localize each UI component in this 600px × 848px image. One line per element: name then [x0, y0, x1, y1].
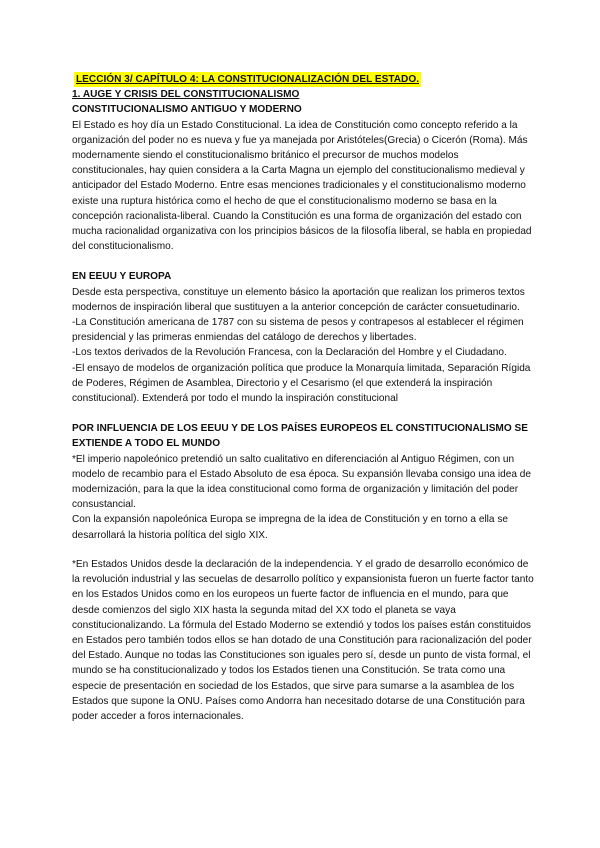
paragraph-expansion-napoleonica: Con la expansión napoleónica Europa se impregna de la idea de Constitución y en torno a ella se desarrollará la historia política del siglo XIX. [72, 514, 509, 541]
section-heading-auge-crisis: 1. AUGE Y CRISIS DEL CONSTITUCIONALISMO [72, 89, 300, 101]
section-heading-eeuu-europa: EN EEUU Y EUROPA [72, 271, 172, 283]
list-item-constitucion-americana: -La Constitución americana de 1787 con su sistema de pesos y contrapesos al establecer el régimen presidencial y las primeras enmiendas del catálogo de derechos y libertades. [72, 317, 524, 344]
spacer [72, 254, 534, 269]
section-heading-influencia: POR INFLUENCIA DE LOS EEUU Y DE LOS PAÍSES EUROPEOS EL CONSTITUCIONALISMO SE EXTIENDE A TODO EL MUNDO [72, 423, 528, 450]
paragraph-estado-constitucional: El Estado es hoy día un Estado Constitucional. La idea de Constitución como concepto referido a la organización del poder no es nueva y fue ya manejada por Aristóteles(Grecia) o Cicerón (Roma). Más modernamente siendo el constitucionalismo británico el precursor de muchos modelos constitucionales, hay quien considera a la Carta Magna un ejemplo del constitucionalismo medieval y anticipador del Estado Moderno. Entre esas menciones tradicionales y el constitucionalismo moderno existe una ruptura histórica como el hecho de que el constitucionalismo moderno se basa en la concepción racionalista-liberal. Cuando la Constitución es una forma de organización del estado con mucha racionalidad organizativa con los principios básicos de la filosofía liberal, se habla en propiedad del constitucionalismo. [72, 119, 532, 253]
paragraph-estados-unidos: *En Estados Unidos desde la declaración de la independencia. Y el grado de desarrollo económico de la revolución industrial y las secuelas de desarrollo político y expansionista fueron un fuerte factor tanto en los Estados Unidos como en los europeos un fuerte factor de influencia en el mundo, para que desde comienzos del siglo XIX hasta la segunda mitad del XX todo el planeta se vaya constitucionalizando. La fórmula del Estado Moderno se extendió y todos los países están constituidos en Estados pero también todos ellos se han dotado de una Constitución para racionalización del poder del Estado. Aunque no todas las Constituciones son iguales pero sí, desde un punto de vista formal, el mundo se ha constitucionalizado y todos los Estados tienen una Constitución. Se trata como una especie de presentación en sociedad de los Estados, que sirve para sumarse a la asamblea de los Estados que supone la ONU. Países como Andorra han necesitado dotarse de una Constitución para poder acceder a foros internacionales. [72, 558, 534, 722]
list-item-modelos-organizacion: -El ensayo de modelos de organización política que produce la Monarquía limitada, Separación Rígida de Poderes, Régimen de Asamblea, Directorio y el Cesarismo (el que extenderá la inspiración constitucional). Extenderá por todo el mundo la inspiración constitucional [72, 362, 531, 405]
document-body [72, 72, 534, 724]
paragraph-perspectiva: Desde esta perspectiva, constituye un elemento básico la aportación que realizan los primeros textos modernos de inspiración liberal que sustituyen a la anterior concepción de carácter consuetudinario. [72, 286, 525, 313]
spacer [72, 543, 534, 557]
lesson-title: LECCIÓN 3/ CAPÍTULO 4: LA CONSTITUCIONALIZACIÓN DEL ESTADO. [74, 72, 421, 87]
spacer [72, 406, 534, 421]
subheading-constitucionalismo: CONSTITUCIONALISMO ANTIGUO Y MODERNO [72, 104, 302, 116]
list-item-revolucion-francesa: -Los textos derivados de la Revolución Francesa, con la Declaración del Hombre y el Ciudadano. [72, 347, 507, 359]
paragraph-imperio-napoleonico: *El imperio napoleónico pretendió un salto cualitativo en diferenciación al Antiguo Régimen, con un modelo de recambio para el Estado Absoluto de esa época. Su expansión llevaba consigo una idea de modernización, para la que la idea constitucional como forma de organización y limitación del poder consustancial. [72, 453, 532, 511]
